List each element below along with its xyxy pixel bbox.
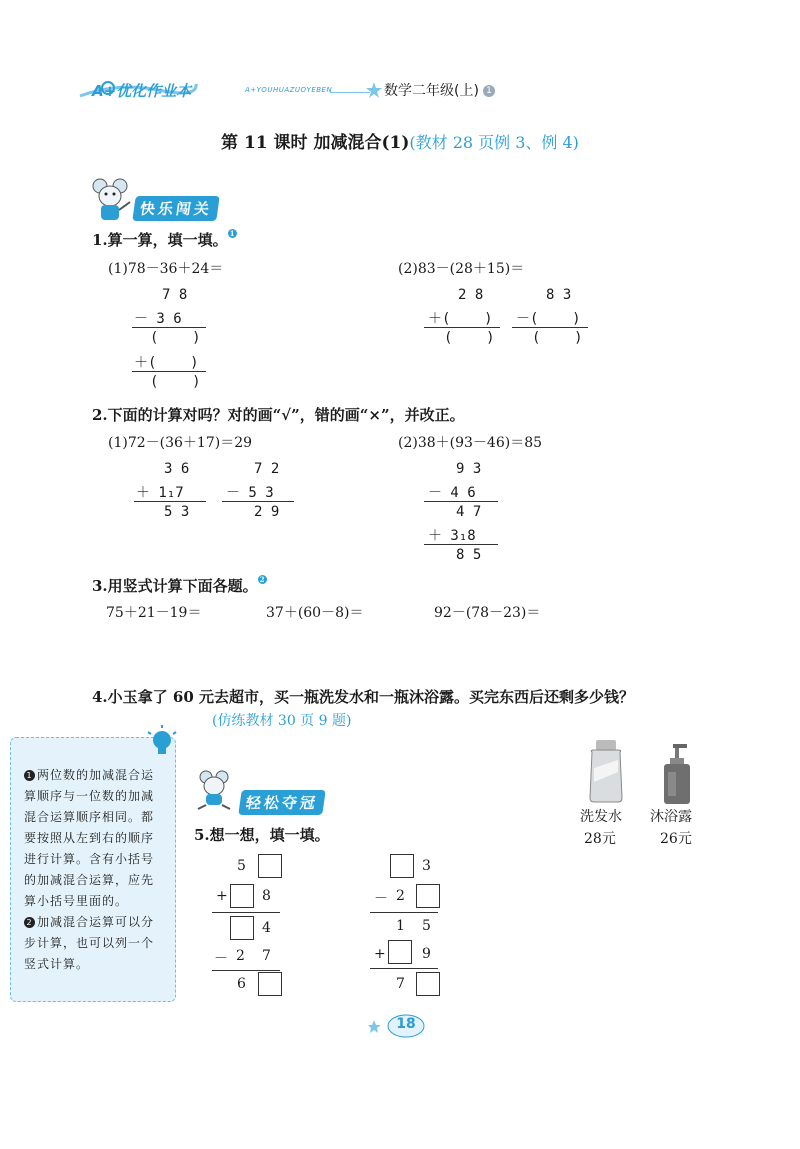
q1-expr-2: (2)83－(28＋15)＝ (398, 261, 525, 277)
q5-right-d1: 3 (422, 858, 431, 874)
item2-price: 26元 (660, 831, 692, 847)
q2-p1a-row3: 5 3 (164, 504, 190, 520)
q1-p1-line2 (132, 371, 206, 372)
header-divider (330, 92, 370, 93)
q3-expr-3: 92－(78－23)＝ (434, 605, 541, 621)
q2-p2-row4: ＋ 3₁8 (428, 528, 476, 544)
tip-marker-1: 1 (24, 770, 35, 781)
mouse-runner-icon (194, 768, 238, 810)
q5-right-line1 (370, 912, 438, 913)
q5-left-d1: 5 (237, 858, 246, 874)
q1-p2b-row3: ( ) (532, 330, 583, 346)
q5-right-box2[interactable] (416, 884, 440, 908)
q5-left-line2 (212, 970, 280, 971)
tip-note-1: 两位数的加减混合运算顺序与一位数的加减混合运算顺序相同。都要按照从左到右的顺序进行计算。含有小括号的加减混合运算，应先算小括号里面的。 (24, 768, 155, 908)
q2-p1a-row1: 3 6 (164, 461, 190, 477)
q3-label-text: 3.用竖式计算下面各题。 (92, 577, 258, 595)
q1-p2a-row1: 2 8 (458, 287, 484, 303)
q5-left-box3[interactable] (230, 916, 254, 940)
q5-left-box2[interactable] (230, 884, 254, 908)
lesson-title-main: 第 11 课时 加减混合(1) (221, 133, 410, 153)
star-icon (366, 82, 382, 98)
item2-name: 沐浴露 (650, 809, 692, 825)
body-wash-bottle-icon (656, 742, 696, 804)
tip-text (24, 765, 164, 975)
tip-marker-2: 2 (24, 917, 35, 928)
q3-note-marker: 2 (258, 575, 267, 584)
q4-source: (仿练教材 30 页 9 题) (212, 713, 352, 729)
q2-p1a-row2: ＋ 1₁7 (136, 485, 184, 501)
grade-text: 数学二年级(上) (384, 83, 479, 99)
lesson-title (0, 128, 800, 153)
q2-expr-1: (1)72－(36＋17)＝29 (108, 435, 253, 451)
q5-right-box3[interactable] (388, 940, 412, 964)
q1-label-text: 1.算一算，填一填。 (92, 231, 228, 249)
q1-p1-row5: ( ) (150, 374, 201, 390)
q5-left-box4[interactable] (258, 972, 282, 996)
q5-label: 5.想一想，填一填。 (194, 826, 330, 844)
q1-p2a-row3: ( ) (444, 330, 495, 346)
q2-p2-row5: 8 5 (456, 547, 482, 563)
header-logo: A+优化作业本 (92, 82, 192, 100)
q2-expr-2: (2)38＋(93－46)＝85 (398, 435, 543, 451)
q5-right-op1: － (374, 891, 388, 907)
q2-p2-row3: 4 7 (456, 504, 482, 520)
q5-right-d2: 2 (396, 888, 405, 904)
q4-label: 4.小玉拿了 60 元去超市，买一瓶洗发水和一瓶沐浴露。买完东西后还剩多少钱？ (92, 688, 634, 706)
q2-p1b-line (222, 501, 294, 502)
q5-left-box1[interactable] (258, 854, 282, 878)
q5-right-op2: + (374, 946, 386, 962)
q1-p1-row2: － 3 6 (134, 311, 182, 327)
q1-p1-line1 (132, 327, 206, 328)
q5-left-op2: － (214, 951, 228, 967)
q2-p1a-line (134, 501, 206, 502)
q5-left-d5: 7 (262, 948, 271, 964)
q5-right-box1[interactable] (390, 854, 414, 878)
q2-label: 2.下面的计算对吗？对的画“√”，错的画“×”，并改正。 (92, 406, 465, 424)
tip-note-2: 加减混合运算可以分步计算，也可以列一个竖式计算。 (24, 915, 155, 971)
q2-p1b-row1: 7 2 (254, 461, 280, 477)
item1-price: 28元 (584, 831, 616, 847)
item1-name: 洗发水 (580, 809, 622, 825)
mouse-teacher-icon (90, 176, 132, 222)
q5-right-line2 (370, 968, 438, 969)
q2-p2-row2: － 4 6 (428, 485, 476, 501)
q1-p2a-row2: ＋( ) (428, 311, 493, 327)
q5-right-d4: 5 (422, 918, 431, 934)
q5-right-d6: 7 (396, 976, 405, 992)
q3-expr-1: 75＋21－19＝ (106, 605, 202, 621)
q5-left-op1: + (216, 888, 228, 904)
q5-left-d4: 2 (236, 948, 245, 964)
q5-right-box4[interactable] (416, 972, 440, 996)
q1-p2a-line (424, 327, 500, 328)
header-logo-sub: A+YOUHUAZUOYEBEN (245, 86, 333, 94)
q3-expr-2: 37＋(60－8)＝ (266, 605, 364, 621)
header-grade (384, 80, 495, 100)
q2-p1b-row2: － 5 3 (226, 485, 274, 501)
q2-p1b-row3: 2 9 (254, 504, 280, 520)
q2-p2-line1 (424, 501, 498, 502)
q1-p1-row3: ( ) (150, 330, 201, 346)
volume-badge: 1 (483, 85, 495, 97)
page-number: 18 (396, 1016, 416, 1032)
q5-left-d3: 4 (262, 920, 271, 936)
section-badge-happy: 快乐闯关 (132, 196, 220, 221)
section-badge-easy: 轻松夺冠 (238, 790, 326, 815)
q1-p2b-line (512, 327, 588, 328)
q5-left-d6: 6 (237, 976, 246, 992)
lightbulb-icon (144, 724, 180, 760)
q3-label (92, 575, 267, 596)
q1-p2b-row2: －( ) (516, 311, 581, 327)
q5-right-d3: 1 (396, 918, 405, 934)
lesson-title-source: (教材 28 页例 3、例 4) (409, 133, 579, 152)
q5-right-d5: 9 (422, 946, 431, 962)
shampoo-bottle-icon (586, 738, 630, 804)
q5-left-line1 (212, 912, 280, 913)
q5-left-d2: 8 (262, 888, 271, 904)
q1-p1-row1: 7 8 (162, 287, 188, 303)
q2-p2-row1: 9 3 (456, 461, 482, 477)
q1-label (92, 229, 237, 250)
q1-expr-1: (1)78－36＋24＝ (108, 261, 224, 277)
q1-p1-row4: ＋( ) (134, 355, 199, 371)
q1-note-marker: 1 (228, 229, 237, 238)
q1-p2b-row1: 8 3 (546, 287, 572, 303)
q2-p2-line2 (424, 544, 498, 545)
